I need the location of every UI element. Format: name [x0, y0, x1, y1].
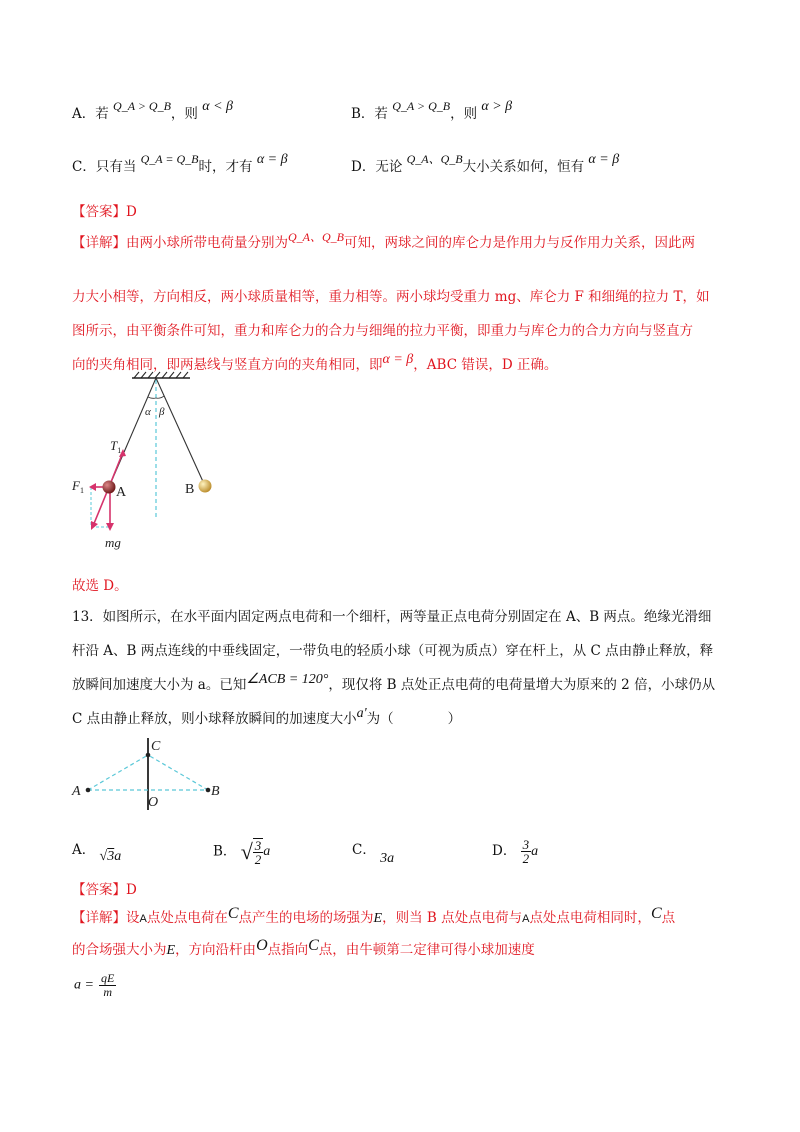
option-label: C．: [352, 842, 376, 858]
option-pre: 无论: [375, 159, 403, 175]
q13-option-c: [352, 840, 395, 866]
result-formula: α > β: [481, 99, 513, 114]
point-c: [146, 753, 151, 758]
label-a: A: [72, 784, 81, 799]
option-pre: 只有当: [95, 159, 137, 175]
dashed-ac: [88, 755, 148, 790]
condition-formula: Q_A = Q_B: [140, 152, 199, 166]
q13-detail-line-2: 的合场强大小为E，方向沿杆由O点指向C点，由牛顿第二定律可得小球加速度: [72, 937, 535, 958]
option-label: A．: [72, 106, 96, 122]
q13-stem-line-1: 13．如图所示，在水平面内固定两点电荷和一个细杆，两等量正点电荷分别固定在 A、B 两点。绝缘光滑细: [72, 609, 712, 625]
detail-text: 向的夹角相同，即两悬线与竖直方向的夹角相同，即: [72, 357, 383, 373]
beta-label: β: [159, 406, 165, 418]
option-label: C．: [72, 159, 96, 175]
ball-b-label: B: [185, 482, 195, 497]
option-value: √ $\frac{3}{2}$ a: [240, 838, 271, 867]
ball-b: [199, 480, 212, 493]
beta-arc: [156, 396, 164, 398]
accel-symbol: a': [356, 706, 367, 721]
result-formula: α < β: [202, 99, 233, 114]
charges-figure: [68, 735, 238, 810]
q13-formula: a = $\frac{qE}{m}$: [74, 971, 115, 999]
stem-text: C 点由静止释放，则小球释放瞬间的加速度大小: [72, 711, 357, 727]
option-pre: 若: [95, 106, 109, 122]
detail-symbol: α = β: [382, 352, 414, 367]
angle-formula: ∠ACB = 120°: [246, 672, 329, 687]
q12-option-c: [72, 152, 288, 178]
option-label: D．: [351, 159, 376, 175]
detail-text: ，ABC 错误，D 正确。: [413, 357, 558, 373]
q13-option-d: D． $\frac{3}{2}$ a: [492, 837, 539, 866]
q13-detail-line-1: 【详解】设A点处点电荷在C点产生的电场的场强为E，则当 B 点处点电荷与A点处点电荷相同时，C点: [72, 905, 676, 926]
coulomb-label: $F_1$: [72, 478, 84, 495]
label-c: C: [151, 739, 161, 754]
stem-text: 为（ ）: [366, 711, 462, 727]
option-label: D．: [492, 843, 517, 859]
q13-option-a: [72, 840, 122, 864]
dashed-bc: [148, 755, 208, 790]
option-value: 3a: [380, 851, 395, 866]
option-mid: ，则: [450, 106, 478, 122]
q13-stem-line-3: [72, 672, 716, 696]
label-o: O: [148, 795, 159, 810]
alpha-arc: [148, 397, 156, 398]
q13-stem-line-4: [72, 706, 462, 730]
option-label: B．: [213, 843, 237, 860]
stem-text: 放瞬间加速度大小为 a。已知: [72, 677, 247, 693]
result-formula: α = β: [588, 152, 620, 167]
condition-formula: Q_A > Q_B: [392, 99, 451, 113]
q12-option-a: [72, 99, 233, 125]
ceiling-hatch: [134, 372, 188, 378]
condition-formula: Q_A、Q_B: [406, 152, 463, 166]
result-formula: α = β: [256, 152, 288, 167]
stem-text: ，现仅将 B 点处正点电荷的电荷量增大为原来的 2 倍，小球仍从: [328, 677, 716, 693]
ball-a: [103, 481, 116, 494]
q12-conclusion: 故选 D。: [72, 578, 128, 594]
detail-symbol: Q_A、Q_B: [288, 230, 344, 244]
q13-stem-line-2: 杆沿 A、B 两点连线的中垂线固定，一带负电的轻质小球（可视为质点）穿在杆上，从 C 点由静止释放，释: [72, 643, 714, 659]
tension-label: $T_1$: [110, 438, 122, 455]
detail-text: 由两小球所带电荷量分别为: [126, 235, 288, 251]
point-a: [86, 788, 91, 793]
pendulum-figure: [60, 370, 240, 555]
option-label: A．: [72, 842, 96, 858]
detail-tag: 【详解】: [72, 235, 126, 251]
label-b: B: [211, 784, 220, 799]
option-pre: 若: [374, 106, 388, 122]
option-mid: 时，才有: [198, 159, 253, 175]
option-label: B．: [351, 106, 375, 122]
detail-text: 可知，两球之间的库仑力是作用力与反作用力关系，因此两: [344, 235, 695, 251]
q12-answer: 【答案】D: [72, 204, 137, 220]
string-b: [156, 378, 205, 486]
q13-answer: 【答案】D: [72, 882, 137, 898]
option-value: √3a: [99, 849, 122, 864]
option-mid: ，则: [170, 106, 198, 122]
option-value-fraction: $\frac{3}{2}$: [522, 837, 530, 866]
condition-formula: Q_A > Q_B: [113, 99, 171, 113]
coulomb-arrowhead: [89, 483, 96, 491]
alpha-label: α: [145, 406, 151, 418]
q12-detail-line-1: [72, 230, 695, 253]
q12-detail-line-2: 力大小相等，方向相反，两小球质量相等，重力相等。两小球均受重力 mg、库仑力 F 和细绳的拉力 T，如: [72, 289, 710, 305]
point-b: [206, 788, 211, 793]
q13-option-b: [213, 838, 270, 866]
q12-detail-line-3: 图所示，由平衡条件可知，重力和库仑力的合力与细绳的拉力平衡，即重力与库仑力的合力方向与竖直方: [72, 323, 693, 339]
ball-a-label: A: [116, 485, 127, 500]
q12-option-b: [351, 99, 513, 125]
gravity-label: mg: [105, 535, 121, 550]
q12-option-d: [351, 152, 620, 178]
option-mid: 大小关系如何，恒有: [462, 159, 585, 175]
